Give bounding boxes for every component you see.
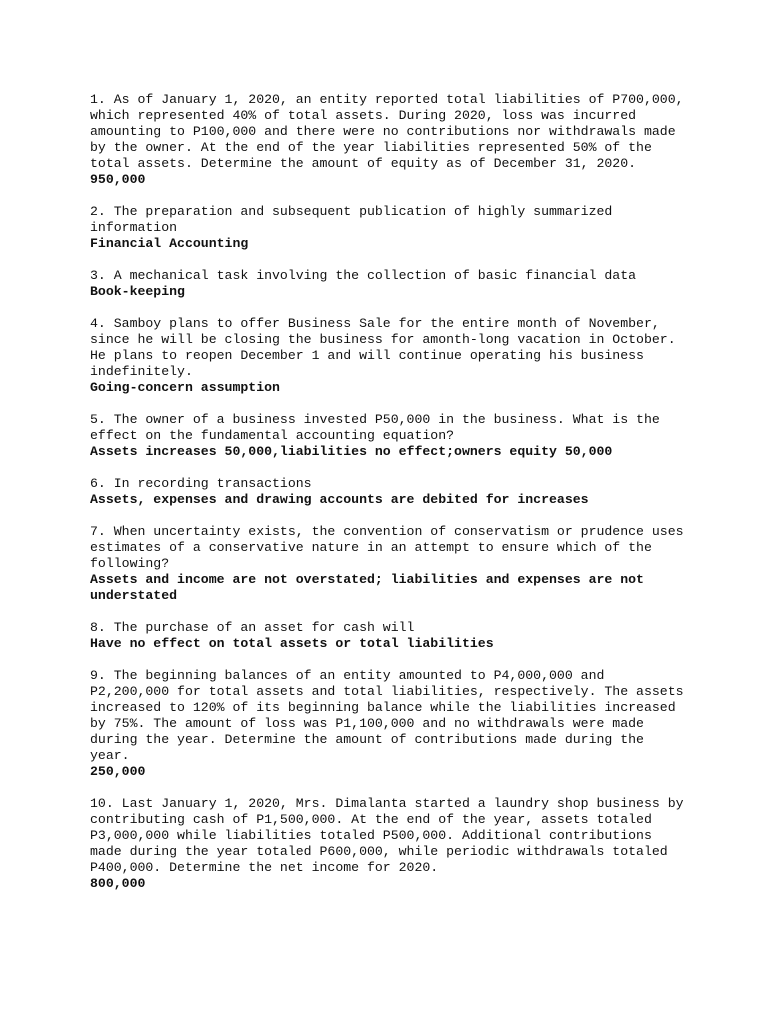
question-item-3 [90, 268, 690, 300]
question-item-10 [90, 796, 690, 892]
answer-text: Assets and income are not overstated; liabilities and expenses are not understated [90, 572, 652, 603]
answer-text: 250,000 [90, 764, 146, 779]
question-item-7 [90, 524, 690, 604]
question-text: 3. A mechanical task involving the collection of basic financial data [90, 268, 637, 283]
answer-text: Have no effect on total assets or total liabilities [90, 636, 494, 651]
question-text: 9. The beginning balances of an entity amounted to P4,000,000 and P2,200,000 for total assets and total liabilities, respectively. The assets increased to 120% of its beginning balance while the liabilities increased by 75%. The amount of loss was P1,100,000 and no withdrawals were made during the year. Determine the amount of contributions made during the year. [90, 668, 692, 763]
question-text: 1. As of January 1, 2020, an entity reported total liabilities of P700,000, which represented 40% of total assets. During 2020, loss was incurred amounting to P100,000 and there were no contributions nor withdrawals made by the owner. At the end of the year liabilities represented 50% of the total assets. Determine the amount of equity as of December 31, 2020. [90, 92, 692, 171]
question-list [90, 92, 690, 908]
answer-text: Assets increases 50,000,liabilities no effect;owners equity 50,000 [90, 444, 613, 459]
question-item-8 [90, 620, 690, 652]
question-text: 4. Samboy plans to offer Business Sale for the entire month of November, since he will be closing the business for amonth-long vacation in October. He plans to reopen December 1 and will continue operating his business indefinitely. [90, 316, 684, 379]
question-text: 6. In recording transactions [90, 476, 312, 491]
answer-text: Assets, expenses and drawing accounts are debited for increases [90, 492, 589, 507]
answer-text: Financial Accounting [90, 236, 249, 251]
answer-text: Book-keeping [90, 284, 185, 299]
question-text: 7. When uncertainty exists, the convention of conservatism or prudence uses estimates of a conservative nature in an attempt to ensure which of the following? [90, 524, 692, 571]
question-item-1 [90, 92, 690, 188]
question-text: 8. The purchase of an asset for cash will [90, 620, 415, 635]
question-item-2 [90, 204, 690, 252]
question-item-4 [90, 316, 690, 396]
question-item-9 [90, 668, 690, 780]
answer-text: 950,000 [90, 172, 146, 187]
question-text: 5. The owner of a business invested P50,000 in the business. What is the effect on the fundamental accounting equation? [90, 412, 668, 443]
answer-text: 800,000 [90, 876, 146, 891]
question-text: 10. Last January 1, 2020, Mrs. Dimalanta started a laundry shop business by contributing cash of P1,500,000. At the end of the year, assets totaled P3,000,000 while liabilities totaled P500,000. Additional contributions made during the year totaled P600,000, while periodic withdrawals totaled P400,000. Determine the net income for 2020. [90, 796, 692, 875]
question-item-5 [90, 412, 690, 460]
answer-text: Going-concern assumption [90, 380, 280, 395]
question-text: 2. The preparation and subsequent publication of highly summarized information [90, 204, 621, 235]
question-item-6 [90, 476, 690, 508]
